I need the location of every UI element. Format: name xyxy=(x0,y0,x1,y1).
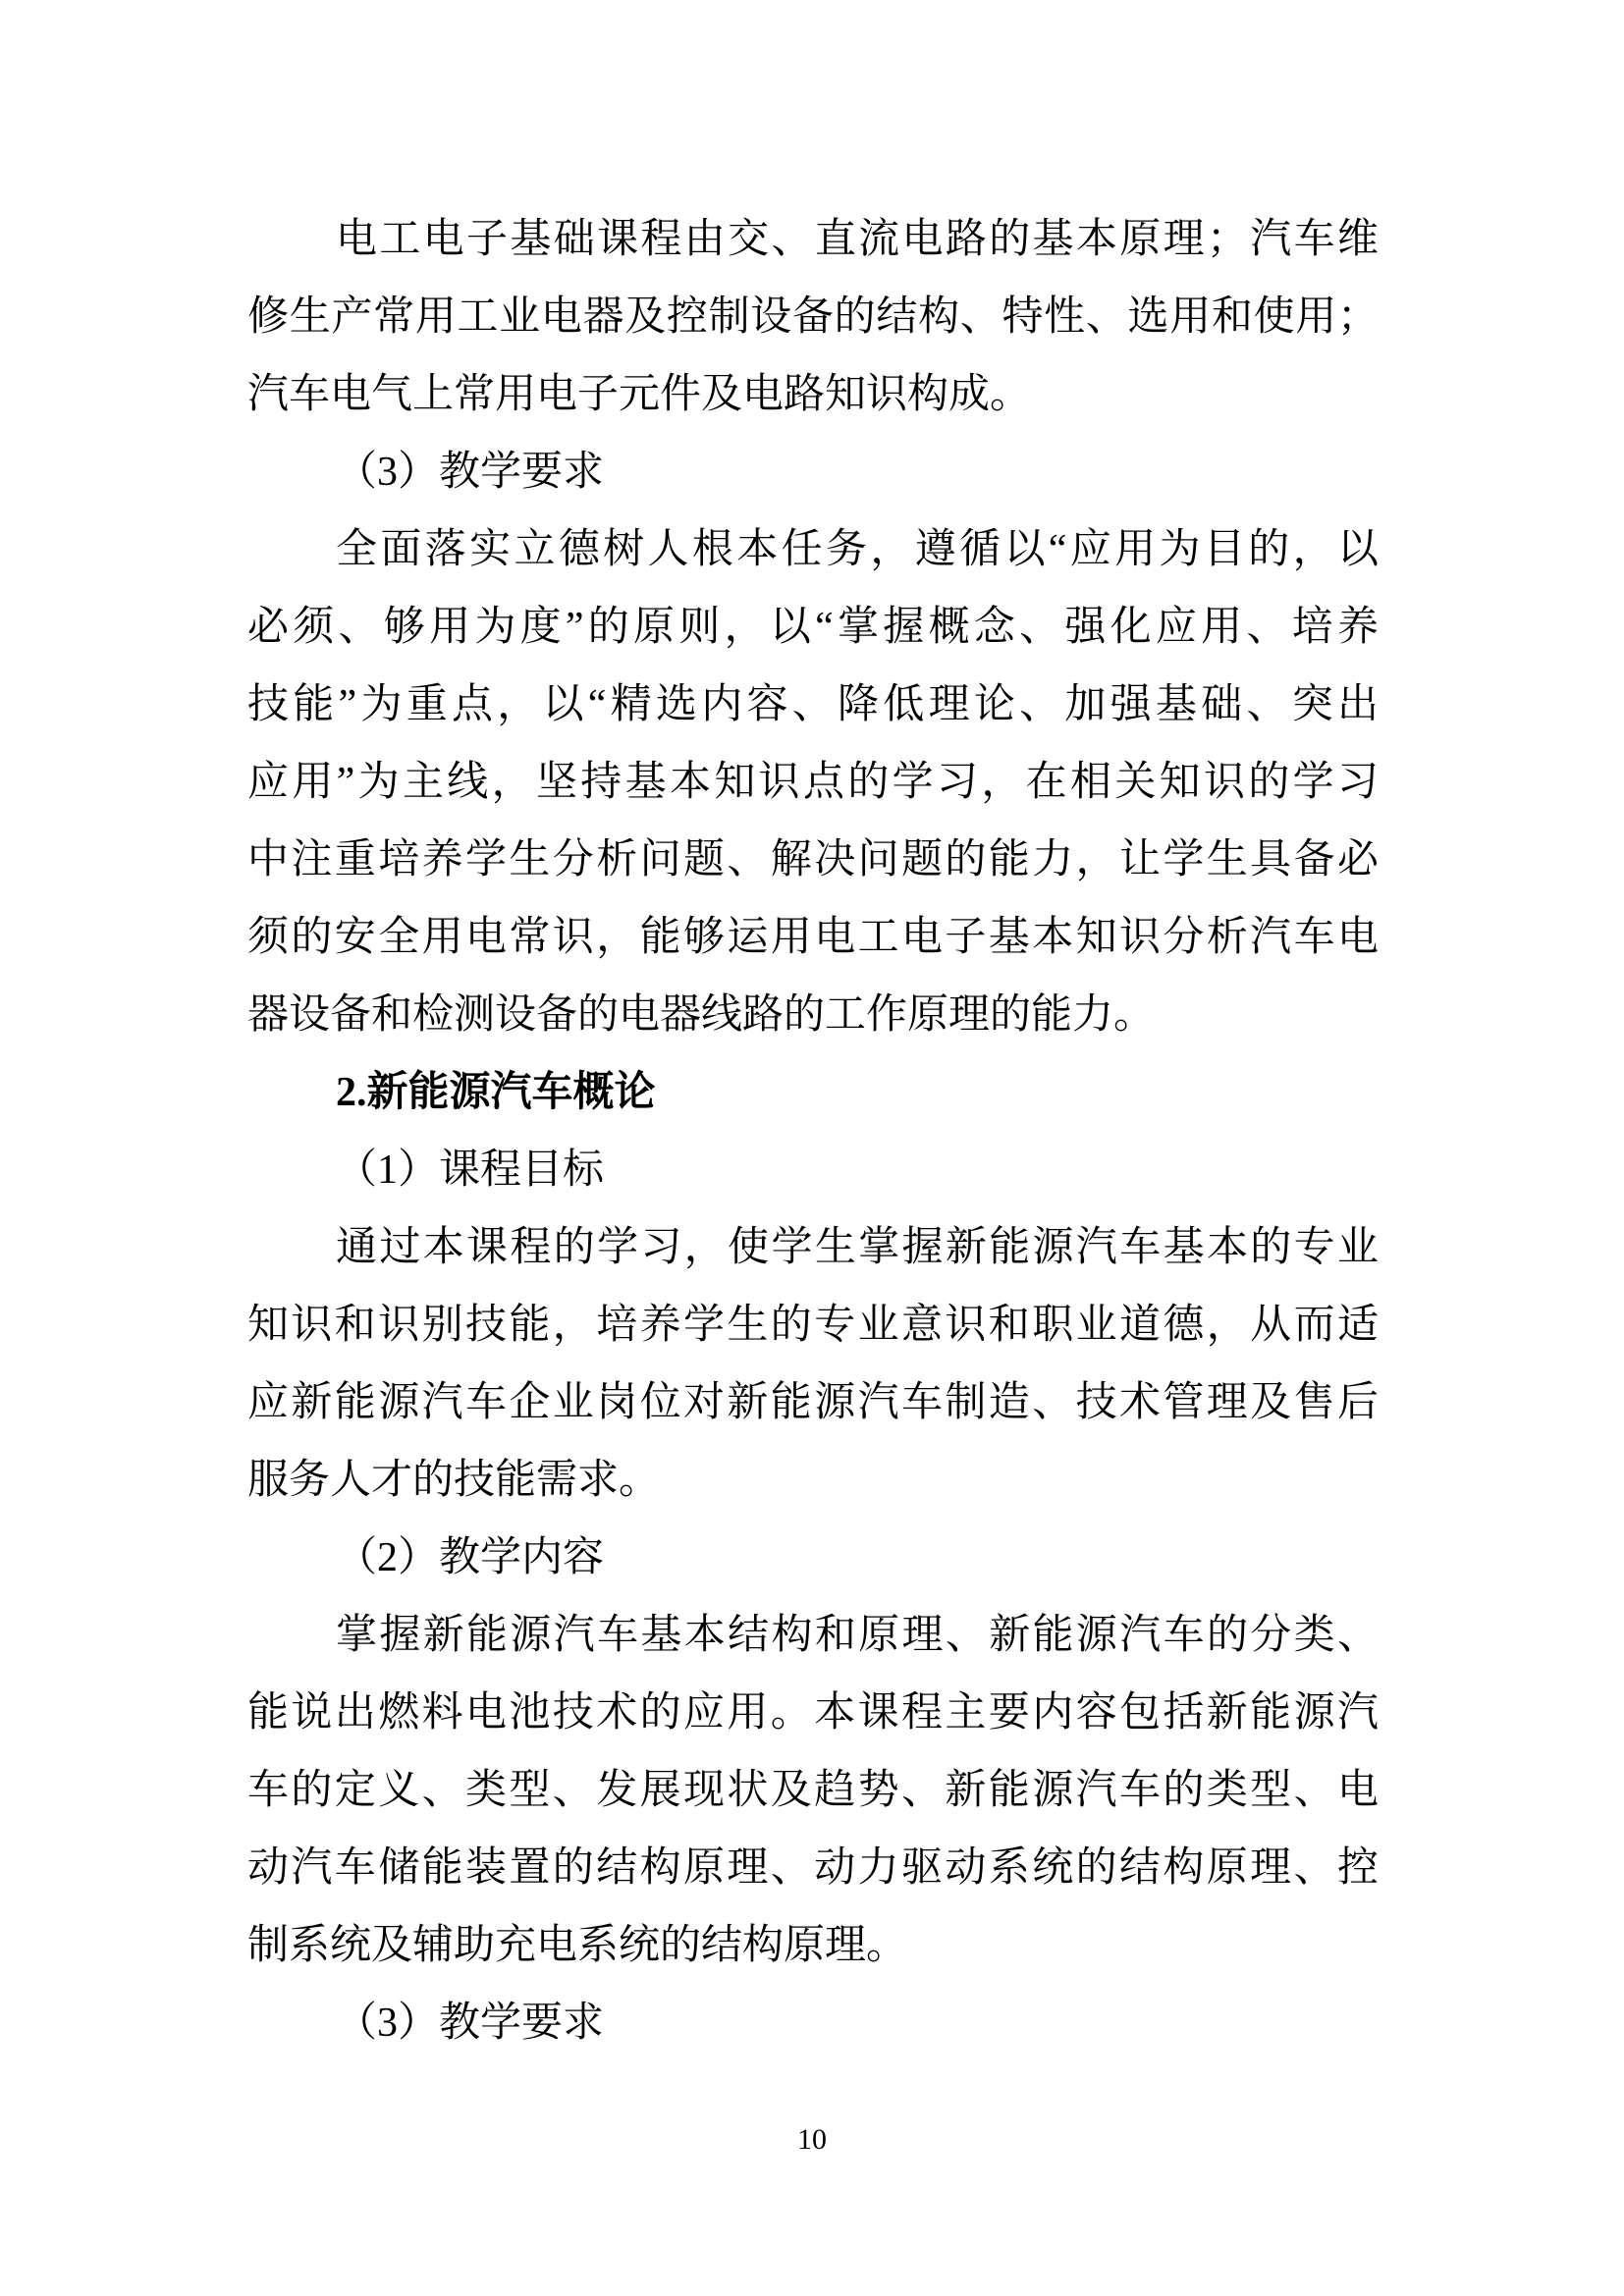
body-text-line: 必须、够用为度”的原则，以“掌握概念、强化应用、培养 xyxy=(247,605,1379,650)
heading-teaching-requirements: （3）教学要求 xyxy=(336,2001,605,2046)
body-text-line: 应用”为主线，坚持基本知识点的学习，在相关知识的学习 xyxy=(247,760,1379,805)
body-text-line: 制系统及辅助充电系统的结构原理。 xyxy=(247,1923,908,1968)
body-text-line: 修生产常用工业电器及控制设备的结构、特性、选用和使用； xyxy=(247,294,1379,340)
body-text-line: 汽车电气上常用电子元件及电路知识构成。 xyxy=(247,372,1032,417)
course-heading-new-energy-vehicles: 2.新能源汽车概论 xyxy=(336,1070,656,1115)
heading-teaching-requirements: （3）教学要求 xyxy=(336,450,605,495)
body-text-line: 知识和识别技能，培养学生的专业意识和职业道德，从而适 xyxy=(247,1303,1379,1348)
body-text-line: 应新能源汽车企业岗位对新能源汽车制造、技术管理及售后 xyxy=(247,1380,1379,1425)
body-text-line: 中注重培养学生分析问题、解决问题的能力，让学生具备必 xyxy=(247,837,1379,882)
heading-course-objectives: （1）课程目标 xyxy=(336,1148,605,1193)
body-text-line: 掌握新能源汽车基本结构和原理、新能源汽车的分类、 xyxy=(336,1613,1379,1658)
document-body xyxy=(247,201,1379,2062)
body-text-line: 电工电子基础课程由交、直流电路的基本原理；汽车维 xyxy=(336,217,1379,262)
body-text-line: 车的定义、类型、发展现状及趋势、新能源汽车的类型、电 xyxy=(247,1768,1379,1813)
page-number: 10 xyxy=(797,2123,827,2156)
body-text-line: 服务人才的技能需求。 xyxy=(247,1458,661,1503)
body-text-line: 器设备和检测设备的电器线路的工作原理的能力。 xyxy=(247,992,1156,1038)
body-text-line: 全面落实立德树人根本任务，遵循以“应用为目的，以 xyxy=(336,527,1379,572)
heading-teaching-content: （2）教学内容 xyxy=(336,1535,605,1580)
body-text-line: 须的安全用电常识，能够运用电工电子基本知识分析汽车电 xyxy=(247,915,1379,960)
body-text-line: 通过本课程的学习，使学生掌握新能源汽车基本的专业 xyxy=(336,1225,1379,1270)
body-text-line: 能说出燃料电池技术的应用。本课程主要内容包括新能源汽 xyxy=(247,1690,1379,1735)
body-text-line: 技能”为重点，以“精选内容、降低理论、加强基础、突出 xyxy=(247,682,1379,727)
body-text-line: 动汽车储能装置的结构原理、动力驱动系统的结构原理、控 xyxy=(247,1845,1379,1891)
